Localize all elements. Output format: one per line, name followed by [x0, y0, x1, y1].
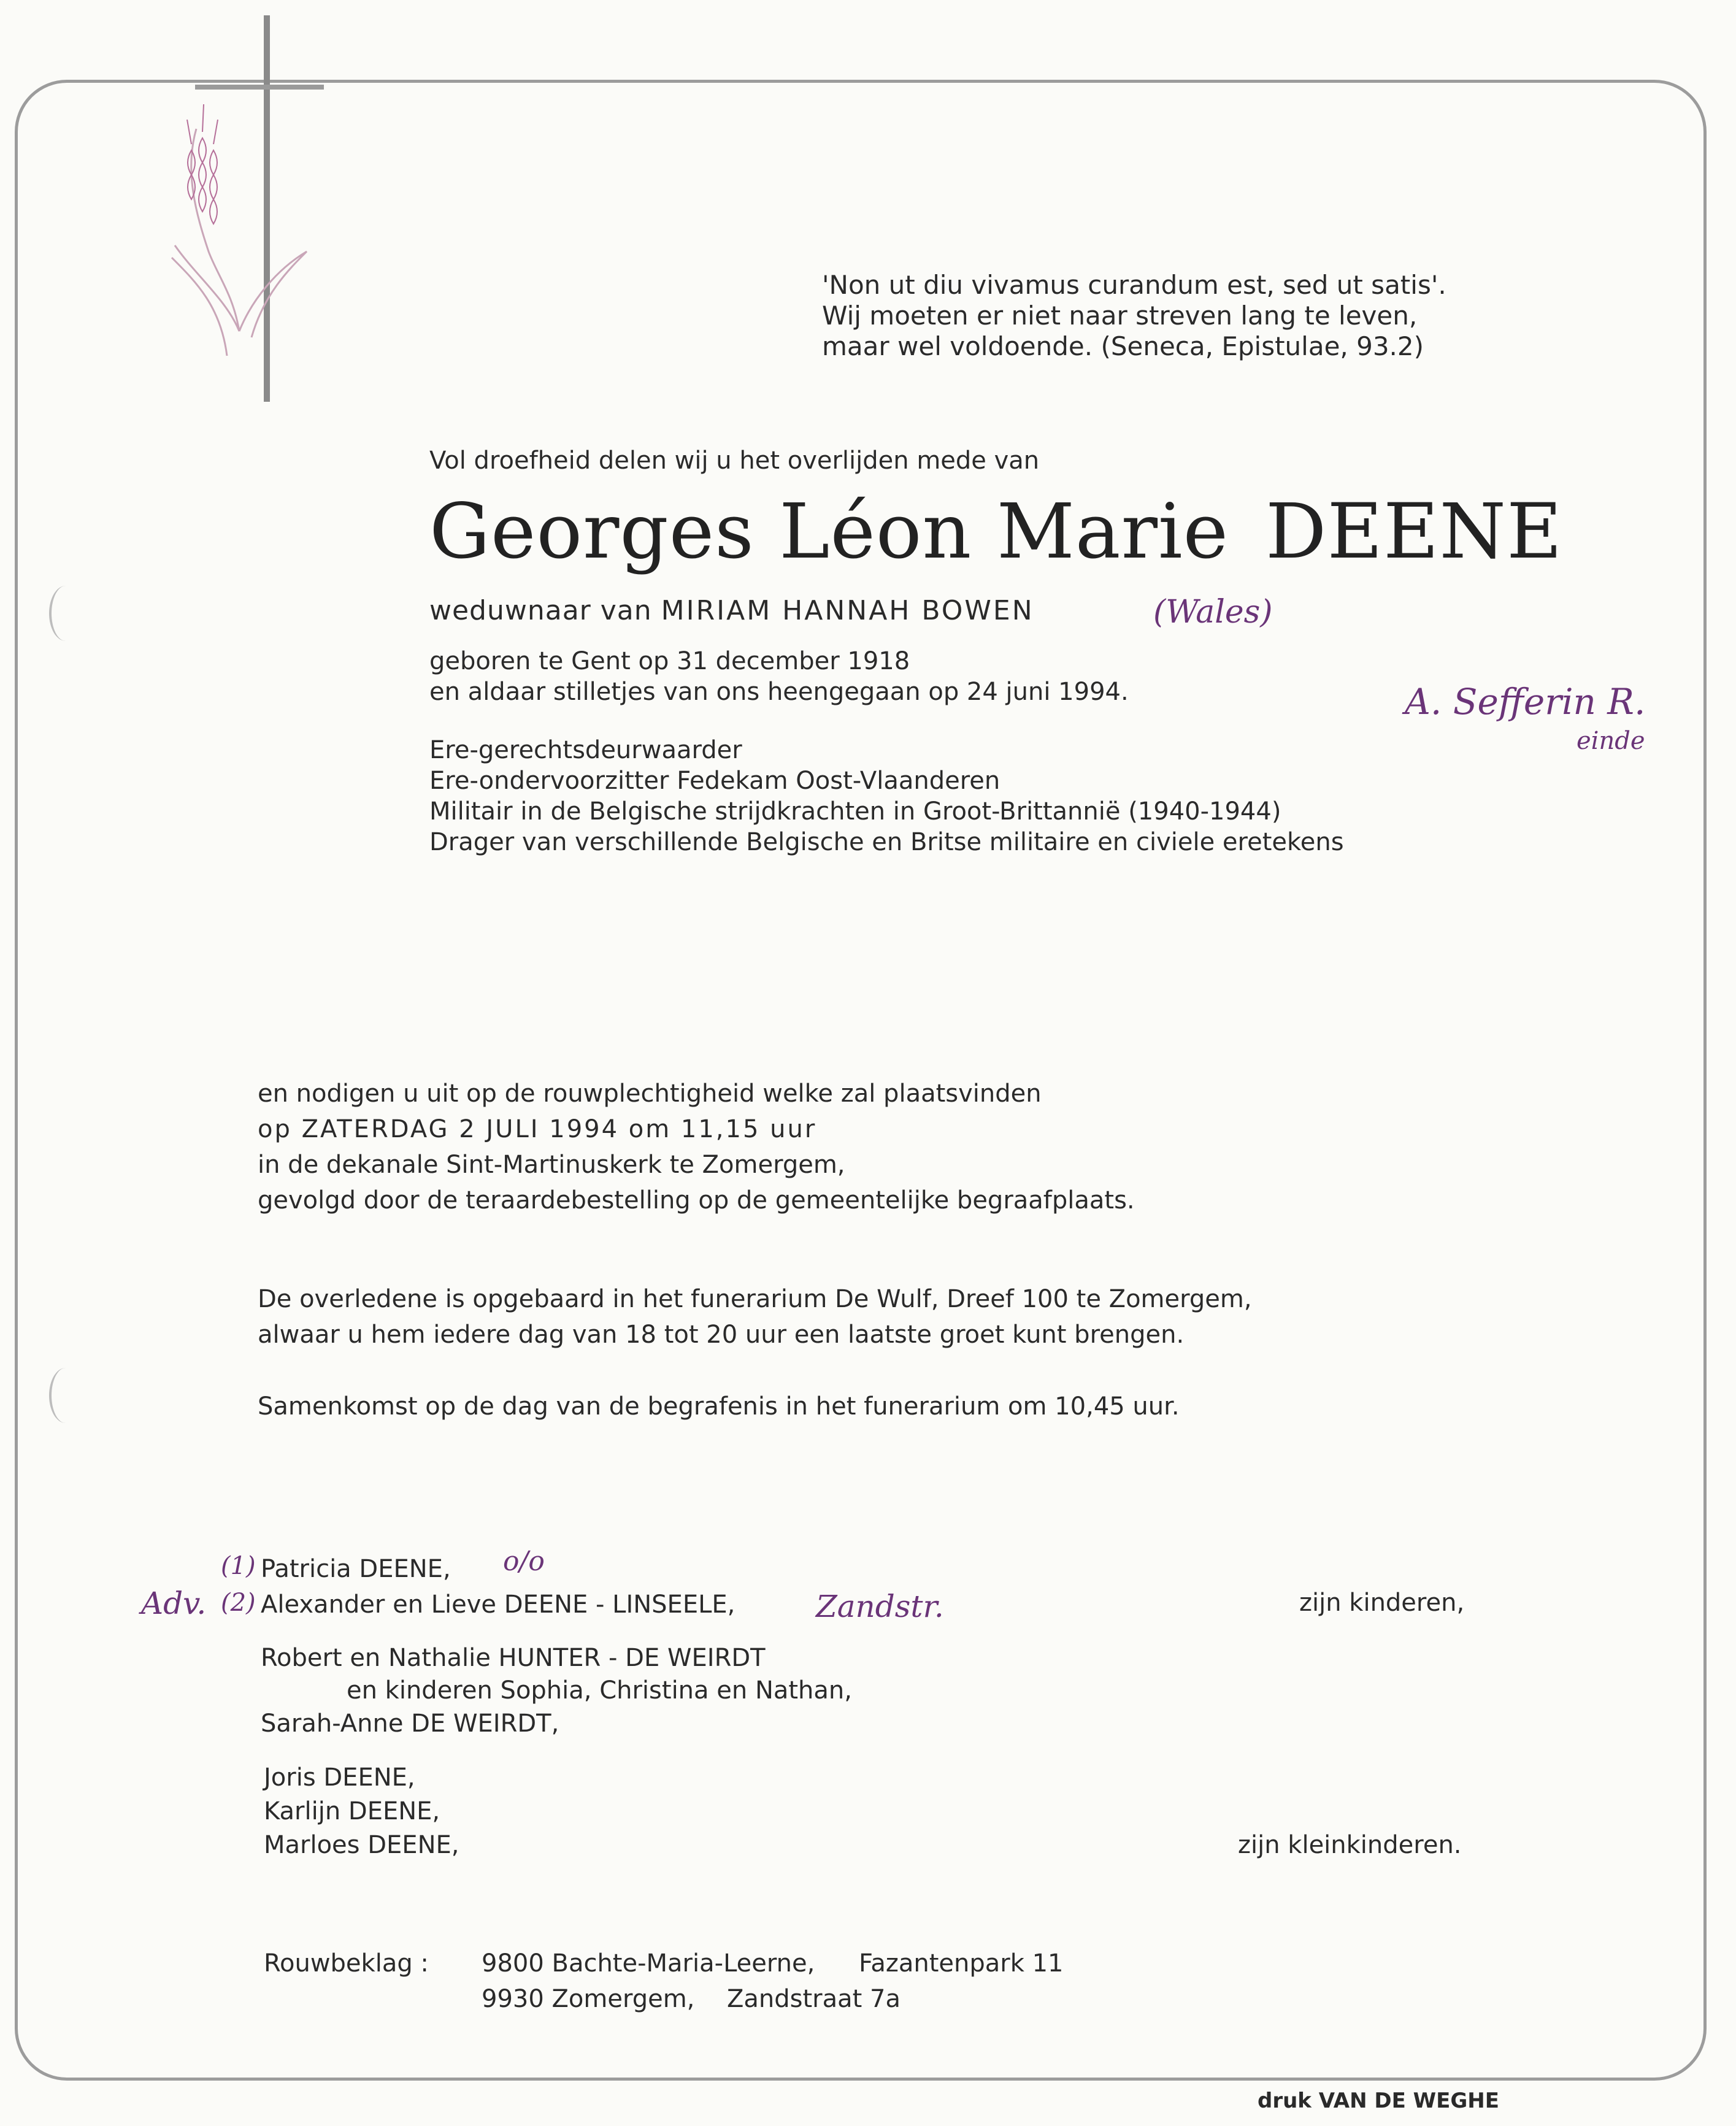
- viewing-line: alwaar u hem iedere dag van 18 tot 20 uur een laatste groet kunt brengen.: [258, 1321, 1185, 1349]
- ceremony-line: en nodigen u uit op de rouwplechtigheid welke zal plaatsvinden: [258, 1080, 1042, 1108]
- condolence-street: Fazantenpark 11: [859, 1949, 1064, 1978]
- deceased-name: [429, 488, 1563, 576]
- handwritten-wales: (Wales): [1153, 594, 1273, 631]
- punch-hole: [49, 586, 82, 641]
- child-line: en kinderen Sophia, Christina en Nathan,: [347, 1676, 852, 1705]
- child-line: Robert en Nathalie HUNTER - DE WEIRDT: [261, 1644, 766, 1672]
- title-line: Drager van verschillende Belgische en Britse militaire en civiele eretekens: [429, 828, 1344, 856]
- intro-text: Vol droefheid delen wij u het overlijden mede van: [429, 447, 1040, 475]
- child-line: Sarah-Anne DE WEIRDT,: [261, 1710, 559, 1738]
- title-line: Ere-gerechtsdeurwaarder: [429, 736, 742, 764]
- ceremony-line: gevolgd door de teraardebestelling op de gemeentelijke begraafplaats.: [258, 1186, 1135, 1215]
- grandchild-line: Marloes DEENE,: [264, 1831, 459, 1859]
- handwritten-number-2: (2): [221, 1589, 256, 1617]
- quote-line: 'Non ut diu vivamus curandum est, sed ut satis'.: [822, 270, 1446, 300]
- grandchild-line: Karlijn DEENE,: [264, 1797, 440, 1825]
- printer-credit: druk VAN DE WEGHE: [1258, 2089, 1499, 2113]
- title-line: Ere-ondervoorzitter Fedekam Oost-Vlaanderen: [429, 767, 1001, 795]
- gathering-line: Samenkomst op de dag van de begrafenis in het funerarium om 10,45 uur.: [258, 1392, 1180, 1421]
- deceased-surname: DEENE: [1266, 488, 1563, 576]
- deceased-given-names: Georges Léon Marie: [429, 488, 1229, 576]
- widower-prefix: weduwnaar van: [429, 595, 652, 626]
- quote-line: Wij moeten er niet naar streven lang te leven,: [822, 301, 1418, 331]
- handwritten-zandstr: Zandstr.: [816, 1589, 944, 1624]
- birth-line: geboren te Gent op 31 december 1918: [429, 647, 910, 675]
- condolence-city: 9930 Zomergem,: [482, 1985, 695, 2013]
- handwritten-notice-end: einde: [1577, 727, 1645, 755]
- handwritten-mark: o/o: [503, 1546, 545, 1577]
- ceremony-line: op ZATERDAG 2 JULI 1994 om 11,15 uur: [258, 1115, 817, 1143]
- widower-line: [429, 595, 1034, 626]
- handwritten-adv: Adv.: [141, 1586, 207, 1621]
- handwritten-notice: A. Sefferin R.: [1405, 681, 1646, 723]
- handwritten-number-1: (1): [221, 1552, 256, 1580]
- viewing-line: De overledene is opgebaard in het funerarium De Wulf, Dreef 100 te Zomergem,: [258, 1285, 1252, 1313]
- condolence-street: Zandstraat 7a: [727, 1985, 901, 2013]
- title-line: Militair in de Belgische strijdkrachten in Groot-Brittannië (1940-1944): [429, 797, 1281, 826]
- grandchildren-label: zijn kleinkinderen.: [1238, 1831, 1462, 1859]
- condolence-city: 9800 Bachte-Maria-Leerne,: [482, 1949, 815, 1978]
- ceremony-line: in de dekanale Sint-Martinuskerk te Zomergem,: [258, 1151, 845, 1179]
- grandchild-line: Joris DEENE,: [264, 1763, 415, 1792]
- quote-line: maar wel voldoende. (Seneca, Epistulae, 93.2): [822, 331, 1424, 361]
- child-line: Alexander en Lieve DEENE - LINSEELE,: [261, 1591, 735, 1619]
- cross-with-wheat-icon: [159, 12, 362, 405]
- death-line: en aldaar stilletjes van ons heengegaan op 24 juni 1994.: [429, 678, 1129, 706]
- spouse-name: MIRIAM HANNAH BOWEN: [661, 595, 1034, 626]
- punch-hole: [49, 1368, 82, 1423]
- condolences-label: Rouwbeklag :: [264, 1949, 429, 1978]
- child-line: Patricia DEENE,: [261, 1555, 451, 1583]
- children-label: zijn kinderen,: [1299, 1589, 1465, 1617]
